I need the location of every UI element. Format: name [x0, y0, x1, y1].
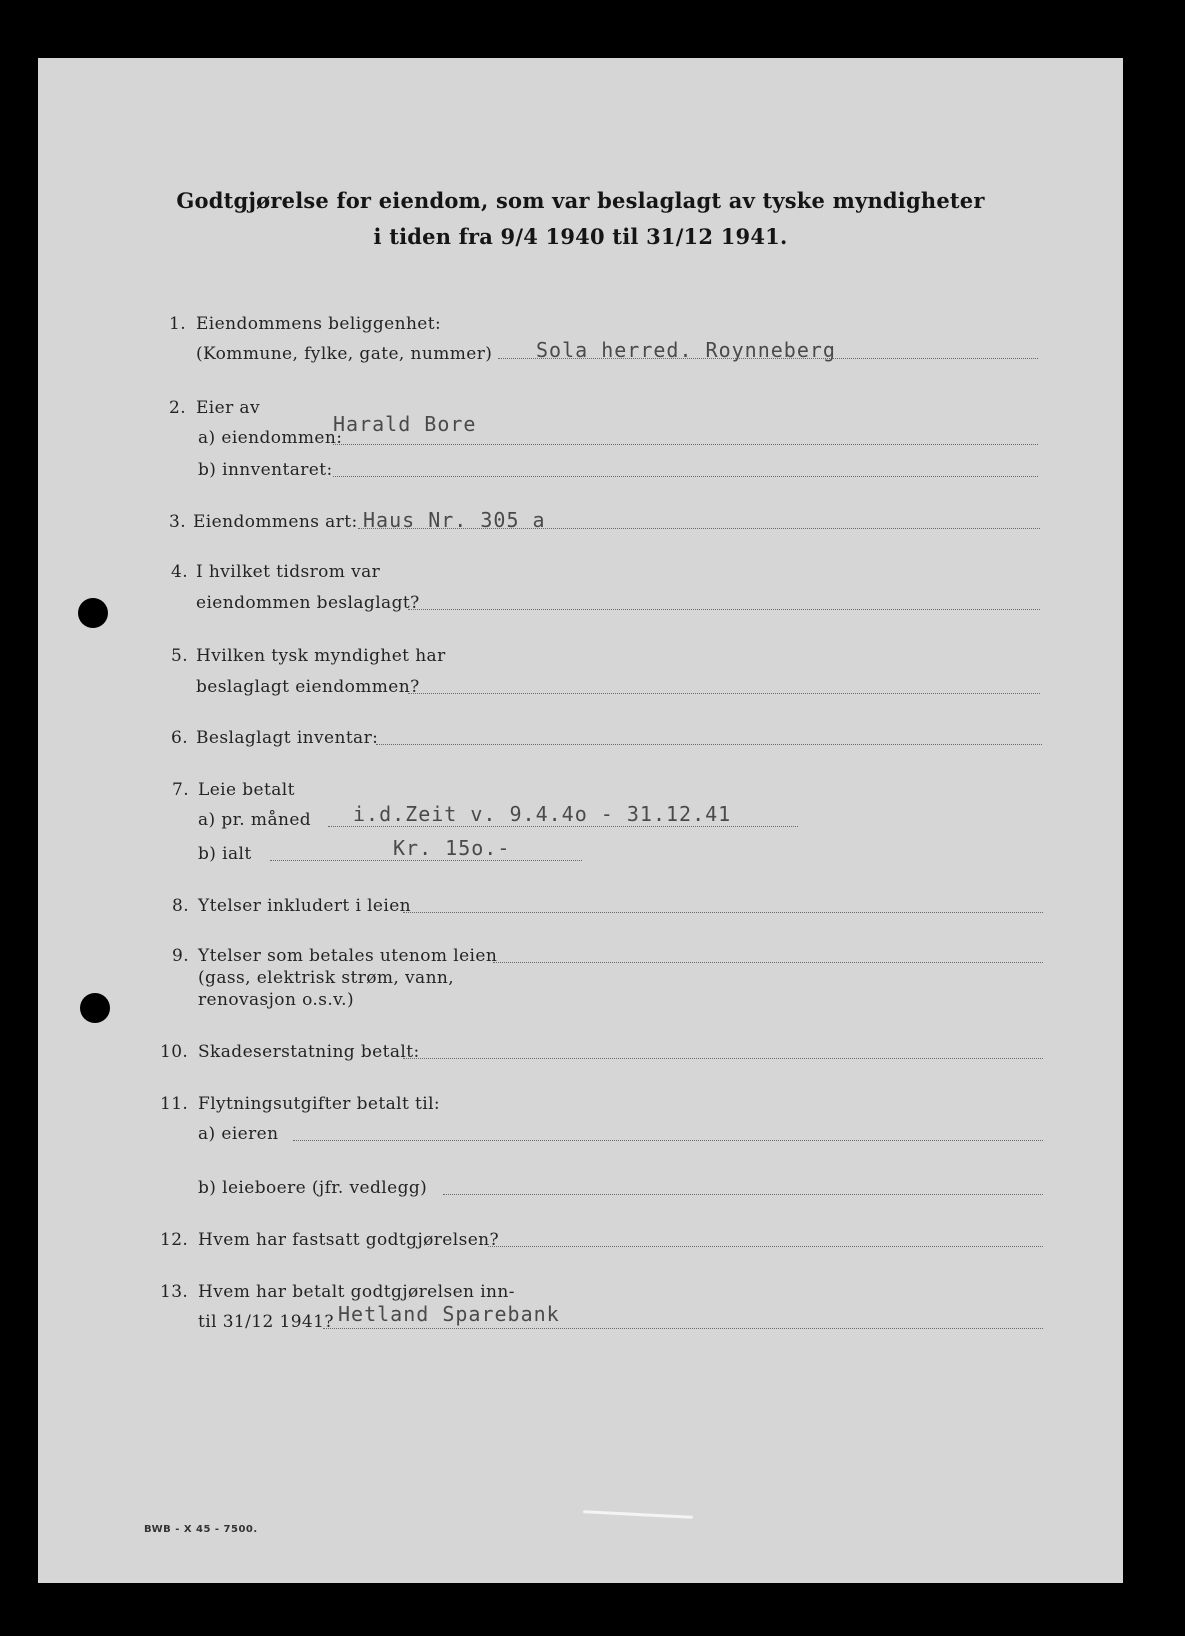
q11b-answer-line [443, 1194, 1043, 1195]
q3-answer: Haus Nr. 305 a [363, 508, 546, 532]
q6-number: 6. [171, 728, 189, 748]
scuff-mark [583, 1510, 693, 1519]
q8-answer-line [403, 912, 1043, 913]
q13-sublabel: til 31/12 1941? [198, 1312, 334, 1332]
q13-number: 13. [160, 1282, 189, 1302]
q6-answer-line [376, 744, 1042, 745]
q9-sublabel-2: renovasjon o.s.v.) [198, 990, 354, 1010]
q4-label: I hvilket tidsrom var [196, 562, 381, 582]
q9-answer-line [493, 962, 1043, 963]
q11a-label: a) eieren [198, 1124, 279, 1144]
q12-number: 12. [160, 1230, 189, 1250]
form-sheet [38, 58, 1123, 1583]
q11-label: Flytningsutgifter betalt til: [198, 1094, 441, 1114]
q10-label: Skadeserstatning betalt: [198, 1042, 420, 1062]
q7a-label: a) pr. måned [198, 810, 312, 830]
q2-number: 2. [169, 398, 187, 418]
q9-sublabel-1: (gass, elektrisk strøm, vann, [198, 968, 455, 988]
q2b-label: b) innventaret: [198, 460, 333, 480]
q6-label: Beslaglagt inventar: [196, 728, 379, 748]
q13-label: Hvem har betalt godtgjørelsen inn- [198, 1282, 515, 1302]
q13-answer: Hetland Sparebank [338, 1302, 560, 1326]
q7-label: Leie betalt [198, 780, 295, 800]
q5-sublabel: beslaglagt eiendommen? [196, 677, 420, 697]
q8-label: Ytelser inkludert i leien [198, 896, 412, 916]
q8-number: 8. [172, 896, 190, 916]
q2a-answer: Harald Bore [333, 412, 477, 436]
q7-number: 7. [172, 780, 190, 800]
q9-number: 9. [172, 946, 190, 966]
q10-answer-line [403, 1058, 1043, 1059]
punch-hole-upper [78, 598, 108, 628]
q11b-label: b) leieboere (jfr. vedlegg) [198, 1178, 428, 1198]
q5-number: 5. [171, 646, 189, 666]
q2a-label: a) eiendommen: [198, 428, 343, 448]
q5-answer-line [408, 693, 1040, 694]
q1-sublabel: (Kommune, fylke, gate, nummer) [196, 344, 493, 364]
q11a-answer-line [293, 1140, 1043, 1141]
q12-answer-line [488, 1246, 1043, 1247]
q3-number: 3. [169, 512, 187, 532]
q1-answer: Sola herred. Roynneberg [536, 338, 836, 362]
q3-label: Eiendommens art: [193, 512, 358, 532]
form-print-code: BWB - X 45 - 7500. [144, 1524, 258, 1535]
q7a-answer-line [328, 826, 798, 827]
form-title-line-1: Godtgjørelse for eiendom, som var beslaglagt av tyske myndigheter [176, 188, 985, 213]
q13-answer-line [323, 1328, 1043, 1329]
q2-label: Eier av [196, 398, 260, 418]
q10-number: 10. [160, 1042, 189, 1062]
q1-label: Eiendommens beliggenhet: [196, 314, 442, 334]
q4-number: 4. [171, 562, 189, 582]
q7a-answer: i.d.Zeit v. 9.4.4o - 31.12.41 [353, 802, 732, 826]
q4-answer-line [408, 609, 1040, 610]
q2b-answer-line [333, 476, 1038, 477]
q2a-answer-line [333, 444, 1038, 445]
q11-number: 11. [160, 1094, 189, 1114]
form-title-line-2: i tiden fra 9/4 1940 til 31/12 1941. [373, 224, 788, 249]
q12-label: Hvem har fastsatt godtgjørelsen? [198, 1230, 500, 1250]
q7b-answer: Kr. 15o.- [393, 836, 511, 860]
q7b-label: b) ialt [198, 844, 252, 864]
q5-label: Hvilken tysk myndighet har [196, 646, 446, 666]
q1-number: 1. [169, 314, 187, 334]
punch-hole-lower [80, 993, 110, 1023]
q9-label: Ytelser som betales utenom leien [198, 946, 498, 966]
q4-sublabel: eiendommen beslaglagt? [196, 593, 420, 613]
q7b-answer-line [270, 860, 582, 861]
